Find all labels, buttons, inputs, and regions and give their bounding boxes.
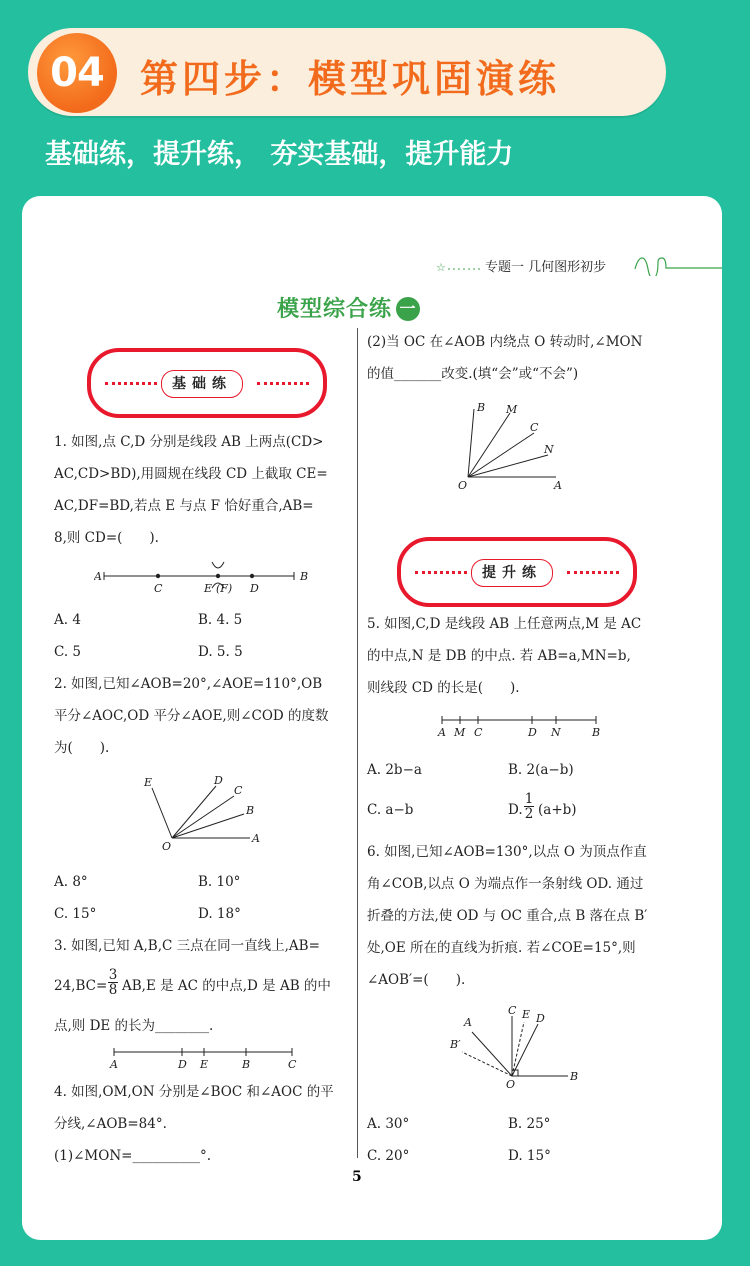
q5-option-d-fraction — [524, 792, 534, 821]
q5-label-a: A — [438, 726, 446, 739]
column-divider — [357, 328, 358, 1158]
q1-option-c: C. 5 — [54, 644, 82, 660]
q1-line-3: AC,DF=BD,若点 E 与点 F 恰好重合,AB= — [54, 498, 314, 514]
dots-left — [105, 382, 157, 385]
q2-line-1: 2. 如图,已知∠AOB=20°,∠AOE=110°,OB — [54, 676, 323, 692]
chapter-header-text: 专题一 几何图形初步 — [485, 260, 607, 275]
q5-option-a: A. 2b−a — [367, 762, 422, 778]
q3-figure — [106, 1044, 306, 1072]
q5-option-d: D. — [508, 802, 523, 818]
q6-figure — [446, 1004, 586, 1094]
q4-label-o: O — [458, 479, 468, 491]
q3-label-a: A — [110, 1058, 118, 1071]
q2-label-d: D — [214, 774, 223, 787]
q1-line-1: 1. 如图,点 C,D 分别是线段 AB 上两点(CD> — [54, 434, 324, 450]
basic-practice-text: 基础练 — [161, 370, 243, 398]
q2-label-a: A — [252, 832, 260, 845]
q5-option-d-num: 1 — [524, 791, 534, 807]
q5-label-n: N — [551, 726, 561, 739]
q4-part2-line-2: 的值_______改变.(填“会”或“不会”) — [367, 366, 579, 382]
q3-line-3: 点,则 DE 的长为________. — [54, 1018, 214, 1034]
section-title — [277, 292, 420, 323]
q1-option-d: D. 5. 5 — [198, 644, 243, 660]
q6-line-5: ∠AOB′=( ). — [367, 972, 466, 988]
q5-option-b: B. 2(a−b) — [508, 762, 574, 778]
q2-label-b: B — [246, 804, 255, 817]
q4-label-b: B — [477, 401, 486, 414]
q1-label-f: (F) — [216, 582, 233, 595]
q5-label-b: B — [592, 726, 601, 739]
q1-option-a: A. 4 — [54, 612, 81, 628]
q3-label-b: B — [242, 1058, 251, 1071]
q5-option-d-den: 2 — [524, 806, 534, 822]
q3-fraction-den: 8 — [108, 982, 118, 998]
step-number-badge: 04 — [37, 33, 117, 113]
q5-line-2: 的中点,N 是 DB 的中点. 若 AB=a,MN=b, — [367, 648, 631, 664]
q6-option-a: A. 30° — [367, 1116, 410, 1132]
dots-right — [567, 571, 619, 574]
q1-line-2: AC,CD>BD),用圆规在线段 CD 上截取 CE= — [54, 466, 328, 482]
q5-line-1: 5. 如图,C,D 是线段 AB 上任意两点,M 是 AC — [367, 616, 642, 632]
q6-option-c: C. 20° — [367, 1148, 410, 1164]
advanced-practice-text: 提升练 — [471, 559, 553, 587]
q1-label-c: C — [154, 582, 163, 595]
dots-right — [257, 382, 309, 385]
q3-fraction-num: 3 — [108, 967, 118, 983]
q6-line-2: 角∠COB,以点 O 为端点作一条射线 OD. 通过 — [367, 876, 644, 892]
q2-option-a: A. 8° — [54, 874, 88, 890]
q1-line-4: 8,则 CD=( ). — [54, 530, 159, 546]
q1-figure — [94, 558, 316, 598]
q2-line-2: 平分∠AOC,OD 平分∠AOE,则∠COD 的度数 — [54, 708, 329, 724]
q1-label-e: E — [204, 582, 213, 595]
q6-label-a: A — [464, 1016, 472, 1029]
q1-option-b: B. 4. 5 — [198, 612, 243, 628]
q2-option-b: B. 10° — [198, 874, 241, 890]
q6-label-b-prime: B′ — [450, 1038, 461, 1051]
q5-figure — [436, 712, 606, 740]
q4-part2-line-1: (2)当 OC 在∠AOB 内绕点 O 转动时,∠MON — [367, 334, 643, 350]
q2-label-c: C — [234, 784, 243, 797]
q6-label-c: C — [508, 1004, 517, 1017]
worksheet-page — [22, 196, 722, 1240]
q5-option-c: C. a−b — [367, 802, 414, 818]
basic-practice-label — [87, 348, 327, 418]
page-number: 5 — [352, 1169, 362, 1185]
chapter-header — [430, 256, 722, 276]
q2-label-o: O — [162, 840, 172, 853]
q6-label-d: D — [536, 1012, 545, 1025]
q4-line-3: (1)∠MON=__________°. — [54, 1148, 211, 1164]
q5-label-d: D — [528, 726, 537, 739]
section-number-badge: 一 — [396, 297, 420, 321]
q3-label-c: C — [288, 1058, 297, 1071]
q2-option-d: D. 18° — [198, 906, 241, 922]
q5-line-3: 则线段 CD 的长是( ). — [367, 680, 520, 696]
q3-line-2a: 24,BC= — [54, 978, 108, 994]
q2-label-e: E — [144, 776, 153, 789]
section-title-text: 模型综合练 — [277, 297, 393, 322]
q6-line-1: 6. 如图,已知∠AOB=130°,以点 O 为顶点作直 — [367, 844, 647, 860]
step-subtitle: 基础练，提升练， 夯实基础，提升能力 — [45, 139, 514, 170]
svg-text:☆: ☆ — [436, 261, 446, 274]
q2-option-c: C. 15° — [54, 906, 97, 922]
q5-label-c: C — [474, 726, 483, 739]
q4-label-m: M — [506, 403, 518, 416]
step-title: 第四步：模型巩固演练 — [140, 57, 561, 101]
q5-option-d-tail: (a+b) — [538, 802, 577, 818]
q2-line-3: 为( ). — [54, 740, 110, 756]
q6-label-b: B — [570, 1070, 579, 1083]
q4-figure — [452, 399, 572, 491]
q6-label-o: O — [506, 1078, 516, 1091]
q4-line-2: 分线,∠AOB=84°. — [54, 1116, 167, 1132]
q6-line-4: 处,OE 所在的直线为折痕. 若∠COE=15°,则 — [367, 940, 636, 956]
q4-label-c: C — [530, 421, 539, 434]
dots-left — [415, 571, 467, 574]
advanced-practice-label — [397, 537, 637, 607]
q1-label-b: B — [300, 570, 309, 583]
q3-fraction — [108, 968, 118, 997]
q6-line-3: 折叠的方法,使 OD 与 OC 重合,点 B 落在点 B′ — [367, 908, 648, 924]
q3-label-e: E — [200, 1058, 209, 1071]
q3-label-d: D — [178, 1058, 187, 1071]
q1-label-a: A — [94, 570, 102, 583]
q5-label-m: M — [454, 726, 466, 739]
q2-figure — [140, 772, 270, 854]
q4-line-1: 4. 如图,OM,ON 分别是∠BOC 和∠AOC 的平 — [54, 1084, 334, 1100]
q4-label-a: A — [554, 479, 562, 491]
q1-label-d: D — [250, 582, 259, 595]
q4-label-n: N — [544, 443, 554, 456]
q3-line-1: 3. 如图,已知 A,B,C 三点在同一直线上,AB= — [54, 938, 320, 954]
q3-line-2b: AB,E 是 AC 的中点,D 是 AB 的中 — [122, 978, 331, 994]
q6-option-b: B. 25° — [508, 1116, 551, 1132]
q6-label-e: E — [522, 1008, 531, 1021]
q6-option-d: D. 15° — [508, 1148, 551, 1164]
